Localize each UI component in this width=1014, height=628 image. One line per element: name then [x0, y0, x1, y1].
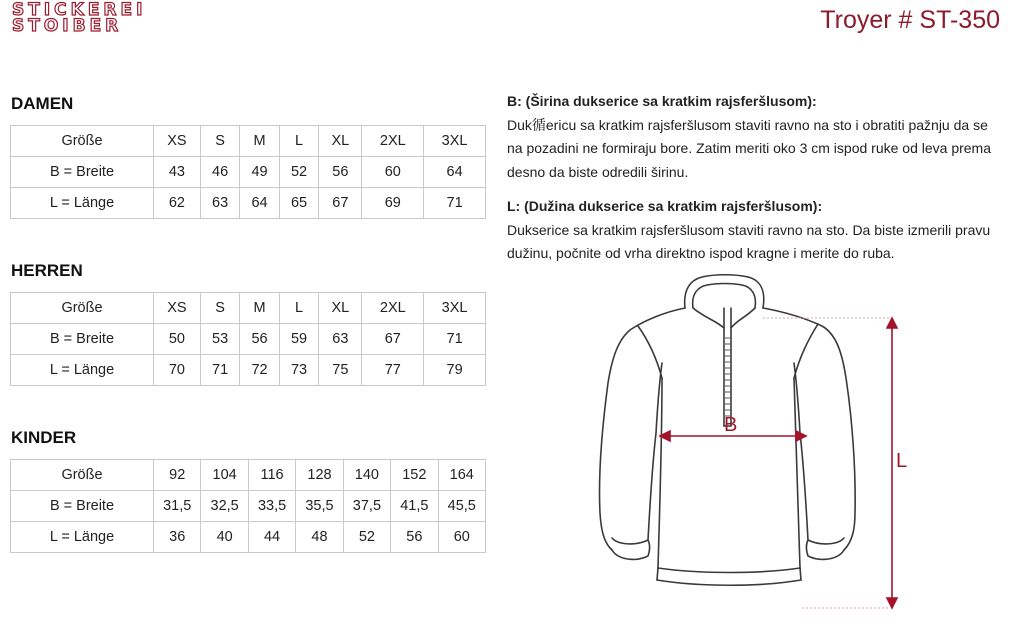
table-cell: 71	[200, 355, 239, 386]
brand-logo-line2: STOIBER	[12, 16, 123, 36]
table-cell: 2XL	[362, 293, 424, 324]
table-row	[11, 460, 486, 491]
table-cell: 60	[438, 522, 485, 553]
table-cell: 64	[240, 188, 279, 219]
table-cell: 2XL	[362, 126, 424, 157]
table-cell: 56	[319, 157, 362, 188]
table-cell: 33,5	[248, 491, 295, 522]
table-cell: 41,5	[391, 491, 438, 522]
row-label: Größe	[11, 293, 154, 324]
table-cell: 56	[240, 324, 279, 355]
table-cell: 49	[240, 157, 279, 188]
table-cell: 32,5	[201, 491, 248, 522]
table-cell: 53	[200, 324, 239, 355]
table-cell: 46	[200, 157, 239, 188]
table-cell: 52	[279, 157, 318, 188]
section-title-damen: DAMEN	[11, 94, 74, 113]
table-row	[11, 157, 486, 188]
table-cell: M	[240, 126, 279, 157]
table-cell: 48	[296, 522, 343, 553]
table-cell: S	[200, 126, 239, 157]
table-row	[11, 355, 486, 386]
table-cell: 65	[279, 188, 318, 219]
section-title-kinder: KINDER	[11, 428, 77, 447]
row-label: B = Breite	[11, 157, 154, 188]
row-label: L = Länge	[11, 355, 154, 386]
table-cell: 104	[201, 460, 248, 491]
table-row	[11, 491, 486, 522]
table-cell: 35,5	[296, 491, 343, 522]
row-label: L = Länge	[11, 188, 154, 219]
table-cell: 56	[391, 522, 438, 553]
table-cell: 44	[248, 522, 295, 553]
table-cell: 71	[424, 324, 486, 355]
length-instructions	[507, 195, 997, 266]
table-cell: 128	[296, 460, 343, 491]
table-cell: 70	[154, 355, 201, 386]
length-label: L	[896, 450, 908, 472]
table-cell: 37,5	[343, 491, 390, 522]
table-cell: XL	[319, 126, 362, 157]
section-title-herren: HERREN	[11, 261, 83, 280]
table-cell: 52	[343, 522, 390, 553]
table-cell: 79	[424, 355, 486, 386]
table-cell: 77	[362, 355, 424, 386]
table-cell: XS	[154, 126, 201, 157]
table-cell: 3XL	[424, 293, 486, 324]
table-cell: 116	[248, 460, 295, 491]
table-row	[11, 522, 486, 553]
table-cell: 3XL	[424, 126, 486, 157]
row-label: L = Länge	[11, 522, 154, 553]
table-cell: 36	[154, 522, 201, 553]
table-row	[11, 324, 486, 355]
document-title: Troyer # ST-350	[820, 6, 1000, 34]
table-cell: 63	[200, 188, 239, 219]
table-row	[11, 188, 486, 219]
table-cell: 43	[154, 157, 201, 188]
table-cell: 67	[319, 188, 362, 219]
width-label: B	[724, 414, 738, 436]
width-heading: B: (Širina dukserice sa kratkim rajsferšlusom):	[507, 93, 817, 109]
table-cell: 50	[154, 324, 201, 355]
table-cell: 31,5	[154, 491, 201, 522]
length-text: Dukserice sa kratkim rajsferšlusom staviti ravno na sto. Da biste izmerili pravu dužinu, počnite od vrha direktno ispod kragne i merite do ruba.	[507, 221, 991, 261]
table-cell: 71	[424, 188, 486, 219]
length-heading: L: (Dužina dukserice sa kratkim rajsferšlusom):	[507, 198, 823, 214]
table-cell: 164	[438, 460, 485, 491]
table-cell: XS	[154, 293, 201, 324]
zipper-teeth	[725, 338, 730, 416]
table-cell: M	[240, 293, 279, 324]
brand-logo	[12, 2, 212, 38]
size-table-kinder	[10, 459, 486, 553]
table-cell: L	[279, 126, 318, 157]
size-table-damen	[10, 125, 486, 219]
table-cell: 152	[391, 460, 438, 491]
table-cell: 45,5	[438, 491, 485, 522]
table-row	[11, 293, 486, 324]
table-cell: 67	[362, 324, 424, 355]
row-label: Größe	[11, 126, 154, 157]
table-cell: L	[279, 293, 318, 324]
table-cell: 40	[201, 522, 248, 553]
table-cell: 62	[154, 188, 201, 219]
table-cell: 72	[240, 355, 279, 386]
table-cell: 64	[424, 157, 486, 188]
table-cell: 92	[154, 460, 201, 491]
troyer-measurement-diagram	[590, 268, 920, 613]
width-text: Duk循ericu sa kratkim rajsferšlusom staviti ravno na sto i obratiti pažnju da se na pozadini ne formiraju bore. Zatim meriti oko 3 cm ispod ruke od leva prema desno da biste odredili širinu.	[507, 116, 991, 180]
row-label: B = Breite	[11, 324, 154, 355]
size-table-herren	[10, 292, 486, 386]
table-cell: 59	[279, 324, 318, 355]
table-cell: S	[200, 293, 239, 324]
row-label: Größe	[11, 460, 154, 491]
table-cell: 140	[343, 460, 390, 491]
brand-logo-line1: STICKEREI	[12, 0, 147, 20]
width-instructions	[507, 90, 997, 184]
table-cell: 63	[319, 324, 362, 355]
table-row	[11, 126, 486, 157]
table-cell: 73	[279, 355, 318, 386]
table-cell: 75	[319, 355, 362, 386]
length-guide-lines	[763, 318, 890, 608]
table-cell: 60	[362, 157, 424, 188]
row-label: B = Breite	[11, 491, 154, 522]
table-cell: 69	[362, 188, 424, 219]
table-cell: XL	[319, 293, 362, 324]
